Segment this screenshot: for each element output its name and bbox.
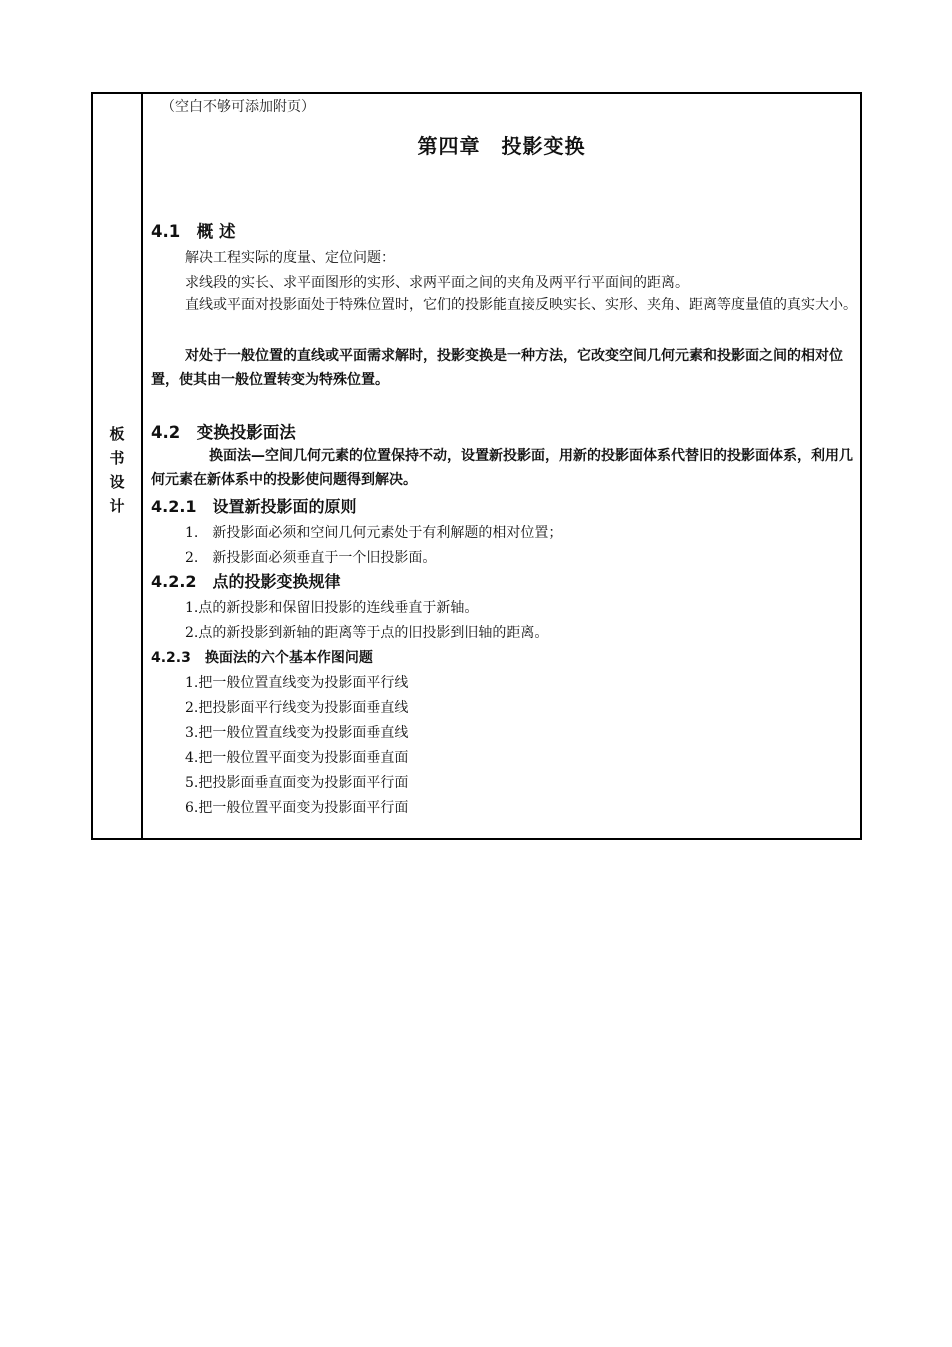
section-4-2-1-heading: 4.2.1 设置新投影面的原则 [151, 497, 357, 516]
lesson-plan-table [91, 92, 862, 840]
section-4-1-para-3: 直线或平面对投影面处于特殊位置时，它们的投影能直接反映实长、实形、夹角、距离等度量值的真实大小。 [185, 297, 857, 313]
section-4-1-para-2: 求线段的实长、求平面图形的实形、求两平面之间的夹角及两平行平面间的距离。 [185, 275, 689, 291]
note: （空白不够可添加附页） [161, 99, 315, 115]
list-item: 2.点的新投影到新轴的距离等于点的旧投影到旧轴的距离。 [185, 625, 549, 641]
list-item: 2. 新投影面必须垂直于一个旧投影面。 [185, 550, 437, 566]
list-item: 1. 新投影面必须和空间几何元素处于有利解题的相对位置； [185, 525, 563, 541]
section-4-2-3-heading: 4.2.3 换面法的六个基本作图问题 [151, 650, 373, 666]
section-4-2-para-1: 换面法—空间几何元素的位置保持不动，设置新投影面，用新的投影面体系代替旧的投影面体系，利用几何元素在新体系中的投影使问题得到解决。 [151, 448, 853, 488]
side-label-char: 设 [109, 473, 125, 491]
section-4-1-para-1: 解决工程实际的度量、定位问题： [185, 250, 395, 266]
list-item: 5.把投影面垂直面变为投影面平行面 [185, 775, 409, 791]
side-label-char: 计 [109, 497, 125, 515]
section-4-1-heading: 4.1 概 述 [151, 222, 236, 241]
list-item: 3.把一般位置直线变为投影面垂直线 [185, 725, 409, 741]
side-label-char: 板 [109, 425, 125, 443]
label-column [93, 94, 143, 838]
list-item: 2.把投影面平行线变为投影面垂直线 [185, 700, 409, 716]
list-item: 1.把一般位置直线变为投影面平行线 [185, 675, 409, 691]
side-label-char: 书 [109, 449, 125, 467]
section-4-2-2-heading: 4.2.2 点的投影变换规律 [151, 572, 341, 591]
list-item: 6.把一般位置平面变为投影面平行面 [185, 800, 409, 816]
side-label [93, 422, 141, 518]
list-item: 1.点的新投影和保留旧投影的连线垂直于新轴。 [185, 600, 479, 616]
section-4-2-heading: 4.2 变换投影面法 [151, 423, 296, 442]
content-column [143, 94, 860, 838]
chapter-title: 第四章 投影变换 [417, 134, 586, 158]
section-4-1-para-4: 对处于一般位置的直线或平面需求解时，投影变换是一种方法，它改变空间几何元素和投影面之间的相对位置，使其由一般位置转变为特殊位置。 [151, 348, 843, 388]
list-item: 4.把一般位置平面变为投影面垂直面 [185, 750, 409, 766]
